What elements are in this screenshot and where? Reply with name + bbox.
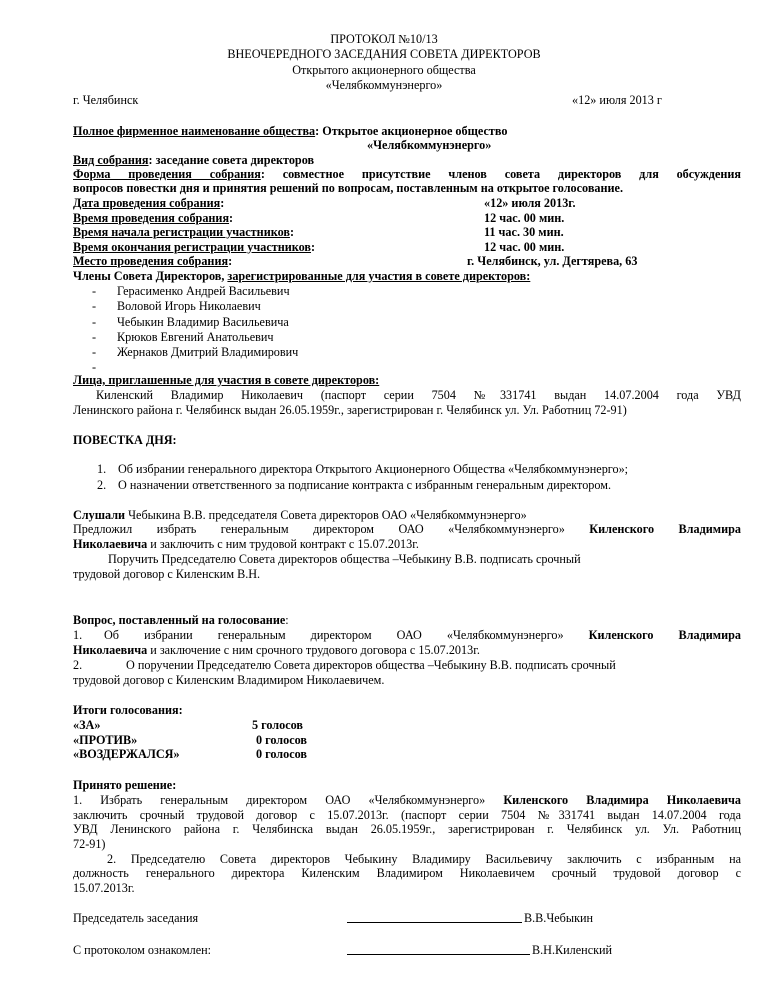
place-label: Место проведения собрания xyxy=(73,254,229,268)
results-heading: Итоги голосования: xyxy=(73,703,183,717)
member-dash: - xyxy=(92,345,97,359)
meeting-time-row: Время проведения собрания: xyxy=(73,211,234,225)
meeting-date: «12» июля 2013 г xyxy=(572,93,662,107)
invited-heading xyxy=(73,373,379,388)
member-dash: - xyxy=(92,284,97,298)
chair-label: Председатель заседания xyxy=(73,911,199,925)
company-name-value-2: «Челябкоммунэнерго» xyxy=(367,138,492,152)
meeting-form-value-2: вопросов повестки дня и принятия решений по вопросам, поставленным на открытое голосование. xyxy=(73,181,624,195)
reg-end-value: 12 час. 00 мин. xyxy=(484,240,565,254)
vote-q2-rest: трудовой договор с Киленским Владимиром Николаевичем. xyxy=(73,673,385,687)
decision-line-6: должность генерального директора Киленским Владимиром Николаевичем срочный трудовой договор с xyxy=(73,866,741,880)
meeting-form-value-1: совместное присутствие членов совета директоров для обсуждения xyxy=(282,167,742,181)
reg-end-label: Время окончания регистрации участников xyxy=(73,240,311,254)
members-heading-rest: зарегистрированные для участия в совете директоров: xyxy=(227,269,531,283)
title-company-name: «Челябкоммунэнерго» xyxy=(325,78,443,92)
invited-line-1: Киленский Владимир Николаевич (паспорт серии 7504 №331741 выдан 14.07.2004 года УВД xyxy=(96,388,741,402)
decision-line-1-bold: Киленского Владимира Николаевича xyxy=(503,793,742,807)
invited-line-2: Ленинского района г. Челябинск выдан 26.05.1959г., зарегистрирован г. Челябинск ул. Ул. Работниц 72-91) xyxy=(73,403,627,417)
heard-line-3-rest: и заключить с ним трудовой контракт с 15.07.2013г. xyxy=(150,537,419,551)
meeting-kind-value: заседание совета директоров xyxy=(155,153,315,167)
member-dash: - xyxy=(92,360,97,374)
decision-line-5: 2. Председателю Совета директоров Чебыкину Владимиру Васильевичу заключить с избранным на xyxy=(107,852,741,866)
company-name-label: Полное фирменное наименование общества xyxy=(73,124,316,138)
heard-line-4: Поручить Председателю Совета директоров общества –Чебыкину В.В. подписать срочный xyxy=(108,552,581,566)
vote-q2-num: 2. xyxy=(73,658,83,672)
vote-q1-bold-2: Николаевича xyxy=(73,643,148,657)
vote-q2-text: О поручении Председателю Совета директоров общества –Чебыкину В.В. подписать срочный xyxy=(126,658,616,672)
meeting-date-value: «12» июля 2013г. xyxy=(484,196,576,210)
meeting-kind-row: Вид собрания: заседание совета директоров xyxy=(73,153,315,167)
decision-line-1-start: 1. Избрать генеральным директором ОАО «Челябкоммунэнерго» xyxy=(73,793,486,807)
list-item: Герасименко Андрей Васильевич xyxy=(117,284,290,298)
heard-line-2-text: Предложил избрать генеральным директором ОАО «Челябкоммунэнерго» xyxy=(73,522,565,536)
meeting-kind-label: Вид собрания xyxy=(73,153,149,167)
heard-line-1 xyxy=(73,508,527,523)
meeting-time-value: 12 час. 00 мин. xyxy=(484,211,565,225)
title-company-type: Открытого акционерного общества xyxy=(292,63,476,77)
title-protocol-number: ПРОТОКОЛ №10/13 xyxy=(330,32,438,46)
vote-question-heading-text: Вопрос, поставленный на голосование xyxy=(73,613,286,627)
member-dash: - xyxy=(92,299,97,313)
acquainted-name: В.Н.Киленский xyxy=(532,943,613,957)
vote-q1-line xyxy=(104,628,741,643)
agenda-num-2: 2. xyxy=(97,478,107,492)
reg-start-value: 11 час. 30 мин. xyxy=(484,225,564,239)
list-item: Об избрании генерального директора Открытого Акционерного Общества «Челябкоммунэнерго»; xyxy=(118,462,629,476)
heard-label: Слушали xyxy=(73,508,126,522)
list-item: Крюков Евгений Анатольевич xyxy=(117,330,274,344)
heard-line-2-bold: Киленского Владимира xyxy=(589,522,741,536)
agenda-num-1: 1. xyxy=(97,462,107,476)
list-item: Жернаков Дмитрий Владимирович xyxy=(117,345,299,359)
heard-line-3-bold: Николаевича xyxy=(73,537,148,551)
vote-q1-bold: Киленского Владимира xyxy=(588,628,741,642)
chair-name: В.В.Чебыкин xyxy=(524,911,594,925)
members-heading xyxy=(73,269,530,284)
meeting-time-label: Время проведения собрания xyxy=(73,211,230,225)
heard-line-3 xyxy=(73,537,419,552)
vote-q1-line-2 xyxy=(73,643,480,658)
invited-heading-text: Лица, приглашенные для участия в совете директоров: xyxy=(73,373,380,387)
meeting-city: г. Челябинск xyxy=(73,93,139,107)
heard-line-2 xyxy=(73,522,741,537)
meeting-date-label: Дата проведения собрания xyxy=(73,196,221,210)
title-meeting: ВНЕОЧЕРЕДНОГО ЗАСЕДАНИЯ СОВЕТА ДИРЕКТОРОВ xyxy=(227,47,541,61)
chair-signature-line xyxy=(347,911,522,927)
list-item: Чебыкин Владимир Васильевича xyxy=(117,315,289,329)
reg-start-row: Время начала регистрации участников: xyxy=(73,225,295,239)
acquainted-signature-line xyxy=(347,943,530,959)
heard-line-1-rest: Чебыкина В.В. председателя Совета директоров ОАО «Челябкоммунэнерго» xyxy=(128,508,527,522)
reg-end-row: Время окончания регистрации участников: xyxy=(73,240,316,254)
vote-q1-rest: и заключение с ним срочного трудового договора с 15.07.2013г. xyxy=(150,643,480,657)
decision-line-4: 72-91) xyxy=(73,837,106,851)
results-label-for: «ЗА» xyxy=(73,718,101,732)
vote-q1-num: 1. xyxy=(73,628,83,642)
acquainted-label: С протоколом ознакомлен: xyxy=(73,943,212,957)
results-value-for: 5 голосов xyxy=(252,718,304,732)
vote-q1-text: Об избрании генеральным директором ОАО «Челябкоммунэнерго» xyxy=(104,628,564,642)
results-label-abstain: «ВОЗДЕРЖАЛСЯ» xyxy=(73,747,180,761)
place-value: г. Челябинск, ул. Дегтярева, 63 xyxy=(467,254,638,268)
company-name-value: Открытое акционерное общество xyxy=(322,124,508,138)
results-value-abstain: 0 голосов xyxy=(256,747,308,761)
meeting-form-label: Форма проведения собрания xyxy=(73,167,261,181)
member-dash: - xyxy=(92,330,97,344)
agenda-heading: ПОВЕСТКА ДНЯ: xyxy=(73,433,177,447)
list-item: Воловой Игорь Николаевич xyxy=(117,299,261,313)
decision-line-7: 15.07.2013г. xyxy=(73,881,135,895)
members-heading-start: Члены Совета Директоров, xyxy=(73,269,225,283)
vote-question-heading: Вопрос, поставленный на голосование: xyxy=(73,613,289,627)
results-value-against: 0 голосов xyxy=(256,733,308,747)
decision-line-2: заключить срочный трудовой договор с 15.07.2013г. (паспорт серии 7504 №331741 выдан 14.07.2004 года xyxy=(73,808,741,822)
meeting-date-row: Дата проведения собрания: xyxy=(73,196,225,210)
meeting-form-row: Форма проведения собрания: совместное присутствие членов совета директоров для обсуждения xyxy=(73,167,742,181)
reg-start-label: Время начала регистрации участников xyxy=(73,225,290,239)
place-row: Место проведения собрания: xyxy=(73,254,233,268)
decision-line-3: УВД Ленинского района г. Челябинска выдан 26.05.1959г., зарегистрирован г. Челябинск ул. Ул. Работниц xyxy=(73,822,741,836)
heard-line-5: трудовой договор с Киленским В.Н. xyxy=(73,567,261,581)
company-name-row: Полное фирменное наименование общества: Открытое акционерное общество xyxy=(73,124,508,138)
results-label-against: «ПРОТИВ» xyxy=(73,733,138,747)
decision-line-1 xyxy=(73,793,741,808)
member-dash: - xyxy=(92,315,97,329)
decision-heading: Принято решение: xyxy=(73,778,177,792)
list-item: О назначении ответственного за подписание контракта с избранным генеральным директором. xyxy=(118,478,612,492)
